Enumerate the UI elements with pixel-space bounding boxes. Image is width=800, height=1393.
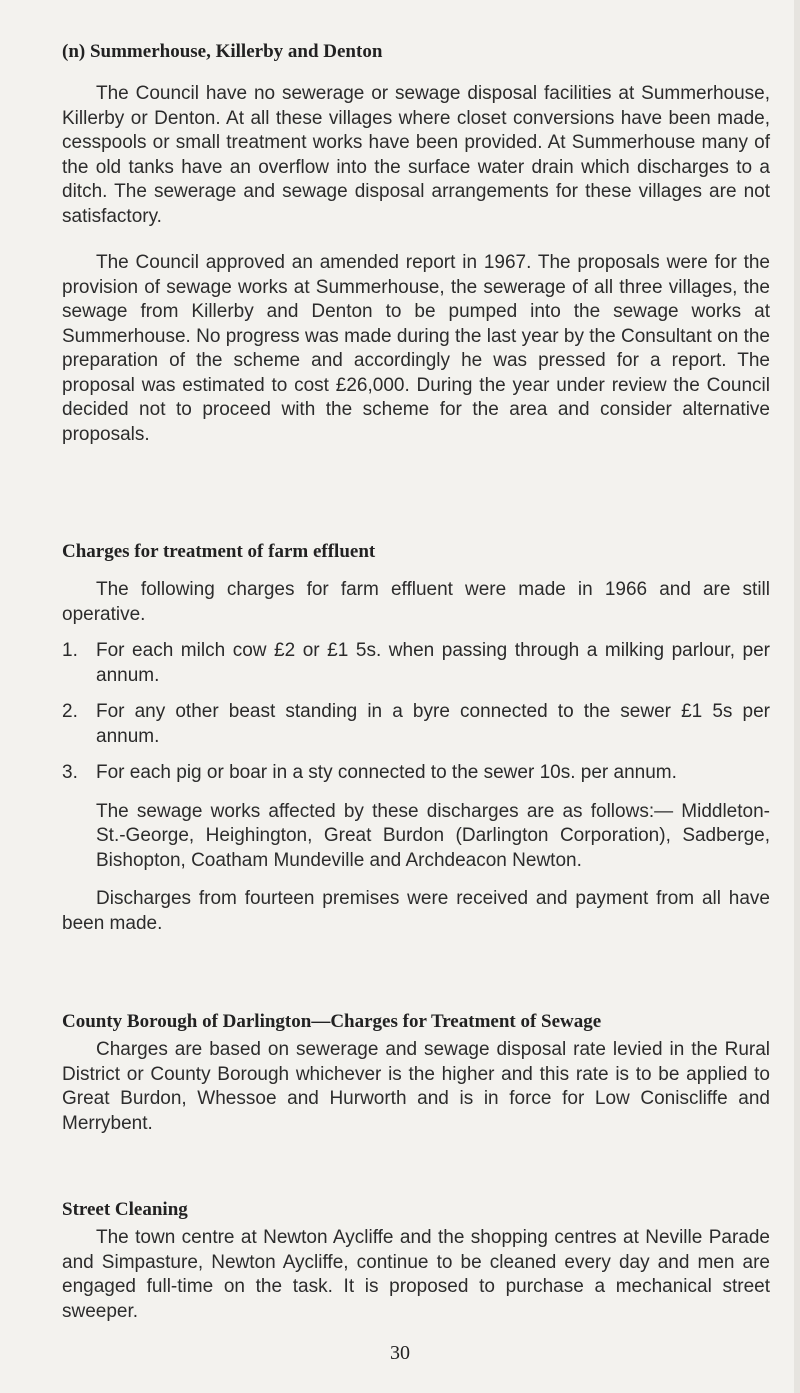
list-item: [62, 761, 770, 786]
list-item: [62, 700, 770, 749]
paragraph: Discharges from fourteen premises were received and payment from all have been made.: [62, 888, 770, 934]
list-item-number: 2.: [62, 701, 78, 722]
section-heading: Street Cleaning: [62, 1199, 188, 1220]
list-item-text: For any other beast standing in a byre connected to the sewer £1 5s per annum.: [96, 701, 770, 747]
section-heading: Charges for treatment of farm effluent: [62, 541, 376, 562]
paragraph: The Council have no sewerage or sewage disposal facilities at Summerhouse, Killerby or Denton. At all these villages where closet conversions have been made, cesspools or small treatment works have been provided. At Summerhouse many of the old tanks have an overflow into the surface water drain which discharges to a ditch. The sewerage and sewage disposal arrangements for these villages are not satisfactory.: [62, 83, 770, 227]
section-heading: (n) Summerhouse, Killerby and Denton: [62, 41, 383, 62]
list-item-text: For each pig or boar in a sty connected to the sewer 10s. per annum.: [96, 762, 677, 783]
page-edge: [794, 0, 800, 1393]
paragraph: The sewage works affected by these discharges are as follows:— Middleton-St.-George, Heighington, Great Burdon (Darlington Corporation), Sadberge, Bishopton, Coatham Mundeville and Archdeacon Newton.: [96, 800, 770, 871]
list-item-text: For each milch cow £2 or £1 5s. when passing through a milking parlour, per annum.: [96, 640, 770, 686]
works-block: [62, 800, 770, 874]
paragraph: Charges are based on sewerage and sewage disposal rate levied in the Rural District or County Borough whichever is the higher and this rate is to be applied to Great Burdon, Whessoe and Hurworth and is in force for Low Coniscliffe and Merrybent.: [62, 1039, 770, 1134]
list-item-number: 1.: [62, 640, 78, 661]
section-farm-effluent: [62, 540, 770, 936]
paragraph: The following charges for farm effluent were made in 1966 and are still operative.: [62, 579, 770, 625]
list-item-number: 3.: [62, 762, 78, 783]
paragraph: The town centre at Newton Aycliffe and the shopping centres at Neville Parade and Simpasture, Newton Aycliffe, continue to be cleaned every day and men are engaged full-time on the task. It is proposed to purchase a mechanical street sweeper.: [62, 1227, 770, 1322]
paragraph: The Council approved an amended report in 1967. The proposals were for the provision of sewage works at Summerhouse, the sewerage of all three villages, the sewage from Killerby and Denton to be pumped into the sewage works at Summerhouse. No progress was made during the last year by the Consultant on the preparation of the scheme and accordingly he was pressed for a report. The proposal was estimated to cost £26,000. During the year under review the Council decided not to proceed with the scheme for the area and consider alternative proposals.: [62, 252, 770, 445]
section-darlington: [62, 1010, 770, 1136]
section-summerhouse: [62, 40, 770, 447]
list-item: [62, 639, 770, 688]
section-street-cleaning: [62, 1198, 770, 1324]
page-number: 30: [390, 1342, 410, 1364]
section-heading: County Borough of Darlington—Charges for Treatment of Sewage: [62, 1011, 602, 1032]
